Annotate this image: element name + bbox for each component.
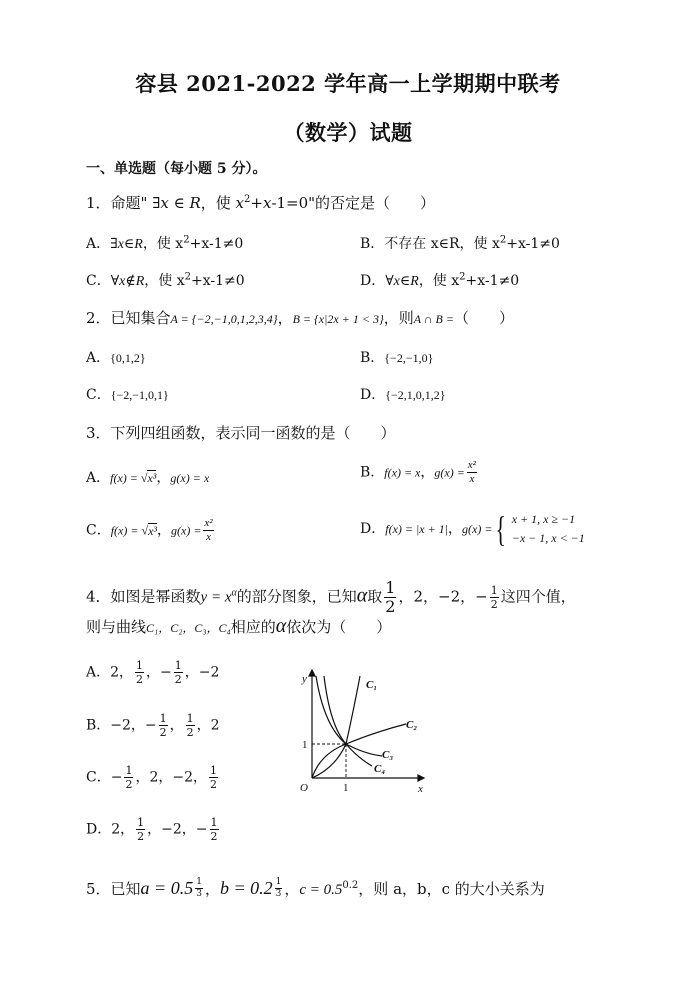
- question-3-option-b[interactable]: B．f(x) = x，g(x) = $\frac{\text{x²}}{x}$: [360, 459, 476, 485]
- y-axis-arrow: [309, 670, 315, 676]
- question-2-option-a[interactable]: A．{0,1,2}: [86, 350, 146, 366]
- origin-label: O: [300, 782, 308, 794]
- question-4-option-b[interactable]: B．−2，− $\frac{1}{2}$ ， $\frac{1}{2}$ ，2: [86, 712, 220, 739]
- question-4-stem-line-1: 4．如图是幂函数$y = x^\alpha$的部分图象，已知α取 $\frac{1}{2}$ ，2，−2，− $\frac{1}{2}$ 这四个值，: [86, 578, 576, 616]
- x-tick-1: 1: [343, 782, 349, 794]
- question-1-option-a[interactable]: A．∃x∈R，使 $x^2+x-1\ne 0$: [86, 234, 244, 252]
- question-1-option-d[interactable]: D．∀x∈R，使 $x^2+x-1\ne 0$: [360, 271, 520, 289]
- question-5-stem: 5．已知a = 0.5 $\frac{1}{3}$ ，b = 0.2 $\frac{1}{3}$ ，$c = 0.5^{0.2}$，则 a，b，c 的大小关系为: [86, 877, 545, 899]
- question-2-option-c[interactable]: C．{−2,−1,0,1}: [86, 387, 169, 403]
- section-heading: 一、单选题（每小题 5 分）。: [86, 161, 267, 177]
- question-4-option-a[interactable]: A．2， $\frac{1}{2}$ ，− $\frac{1}{2}$ ，−2: [86, 659, 220, 686]
- c4-label: C₄: [374, 763, 386, 775]
- question-4-stem-line-2: 则与曲线C₁，C₂，C₃，C₄相应的α依次为（ ）: [86, 615, 392, 637]
- question-1-option-c[interactable]: C．∀x∉R，使 $x^2+x-1\ne 0$: [86, 271, 245, 289]
- c1-label: C₁: [366, 679, 378, 691]
- question-2-stem: 2．已知集合A = {−2,−1,0,1,2,3,4}，B = {x|2x + 1 < 3}，则A ∩ B =（ ）: [86, 309, 514, 327]
- y-tick-1: 1: [302, 739, 308, 751]
- x-axis-arrow: [418, 775, 424, 781]
- question-3-option-c[interactable]: C．f(x) = √x³，g(x) = $\frac{\text{x²}}{x}$: [86, 517, 213, 543]
- question-4-option-c[interactable]: C．− $\frac{1}{2}$ ，2，−2， $\frac{1}{2}$: [86, 764, 217, 791]
- question-4-option-d[interactable]: D．2， $\frac{1}{2}$ ，−2，− $\frac{1}{2}$: [86, 816, 218, 843]
- question-3-option-d[interactable]: D．f(x) = |x + 1|，g(x) ={ x + 1, x ≥ −1 −x − 1, x < −1: [360, 509, 585, 549]
- c3-label: C₃: [382, 749, 394, 761]
- question-3-stem: 3．下列四组函数，表示同一函数的是（ ）: [86, 424, 396, 442]
- page-title: 容县 2021-2022 学年高一上学期期中联考: [135, 71, 561, 96]
- c2-label: C₂: [406, 719, 418, 731]
- question-1-option-b[interactable]: B．不存在 x∈R，使 $x^2+x-1\ne 0$: [360, 234, 560, 252]
- question-2-option-b[interactable]: B．{−2,−1,0}: [360, 350, 434, 366]
- x-axis-label: x: [418, 783, 423, 795]
- y-axis-label: y: [302, 673, 307, 685]
- power-function-graph: [290, 668, 430, 798]
- question-2-option-d[interactable]: D．{−2,1,0,1,2}: [360, 387, 446, 403]
- question-3-option-a[interactable]: A．f(x) = √x³，g(x) = x: [86, 470, 210, 486]
- question-1-stem: 1．命题" ∃x ∈ R，使 $x^2+x-1=0$"的否定是（ ）: [86, 194, 436, 212]
- page-subtitle: （数学）试题: [283, 120, 413, 145]
